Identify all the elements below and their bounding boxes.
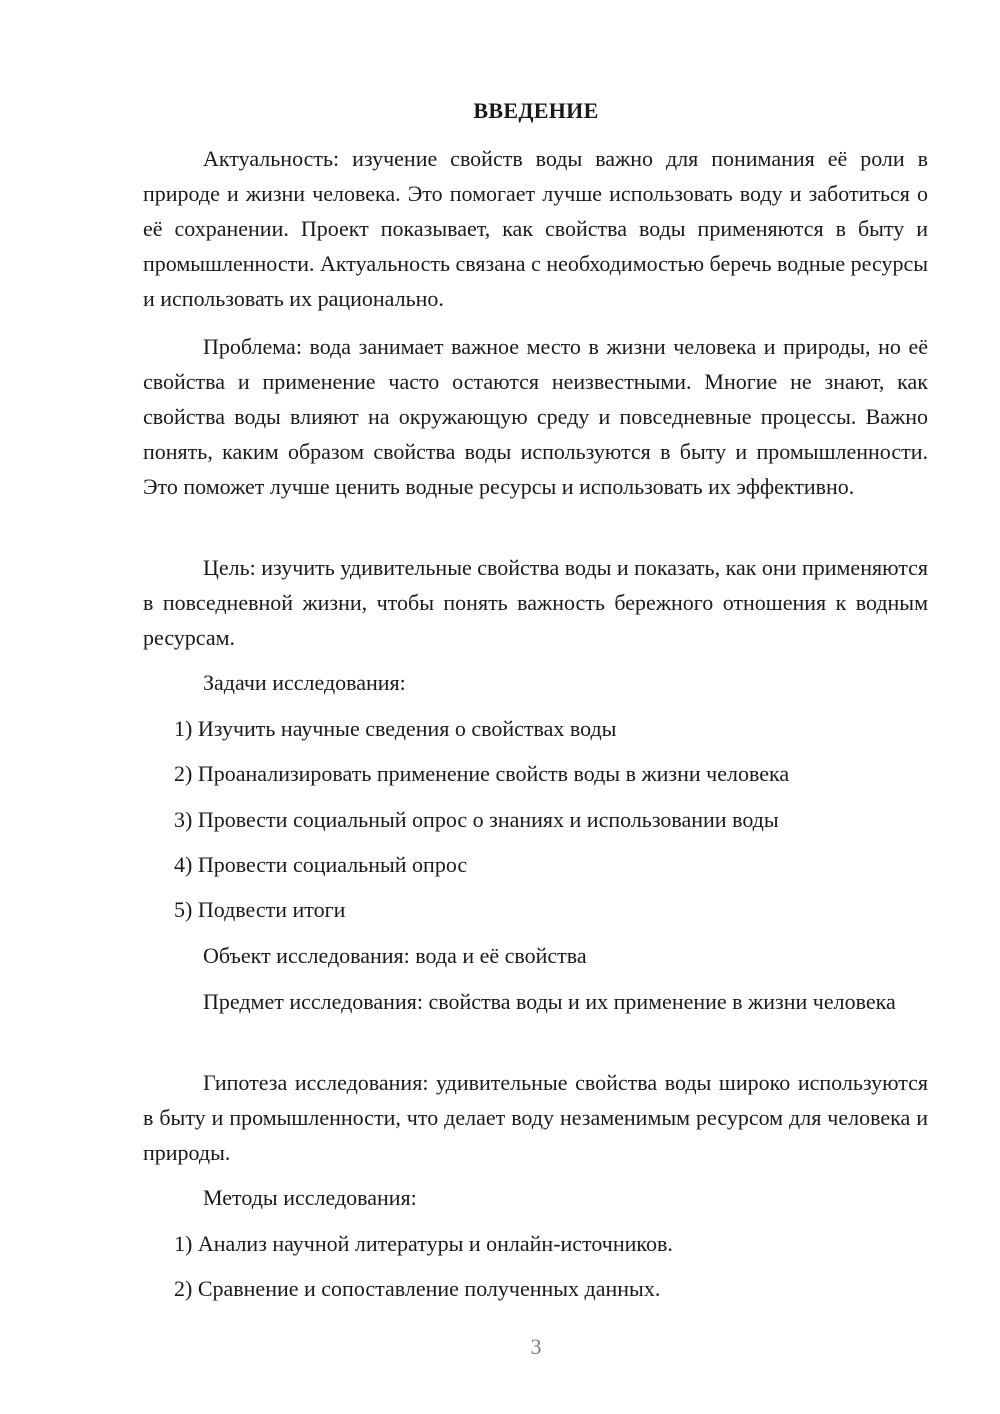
task-item-4: 4) Провести социальный опрос <box>174 852 468 877</box>
method-item-1: 1) Анализ научной литературы и онлайн-источников. <box>174 1231 673 1256</box>
problem-paragraph: Проблема: вода занимает важное место в жизни человека и природы, но её свойства и применение часто остаются неизвестными. Многие не знают, как свойства воды влияют на окружающую среду и повседневные процессы. Важно понять, каким образом свойства воды используются в быту и промышленности. Это поможет лучше ценить водные ресурсы и использовать их эффективно. <box>143 334 928 499</box>
page-number: 3 <box>530 1334 542 1359</box>
task-item-5: 5) Подвести итоги <box>174 897 346 922</box>
methods-title: Методы исследования: <box>203 1185 417 1210</box>
goal-paragraph: Цель: изучить удивительные свойства воды и показать, как они применяются в повседневной жизни, чтобы понять важность бережного отношения к водным ресурсам. <box>143 555 928 650</box>
object-line: Объект исследования: вода и её свойства <box>203 943 587 968</box>
subject-paragraph: Предмет исследования: свойства воды и их применение в жизни человека <box>203 989 896 1014</box>
hypothesis-paragraph: Гипотеза исследования: удивительные свойства воды широко используются в быту и промышленности, что делает воду незаменимым ресурсом для человека и природы. <box>143 1070 928 1165</box>
method-item-2: 2) Сравнение и сопоставление полученных данных. <box>174 1276 661 1301</box>
task-item-3: 3) Провести социальный опрос о знаниях и использовании воды <box>174 807 779 832</box>
task-item-2: 2) Проанализировать применение свойств воды в жизни человека <box>174 761 790 786</box>
task-item-1: 1) Изучить научные сведения о свойствах воды <box>174 716 617 741</box>
tasks-title: Задачи исследования: <box>203 670 406 695</box>
section-heading: ВВЕДЕНИЕ <box>473 98 599 123</box>
relevance-paragraph: Актуальность: изучение свойств воды важно для понимания её роли в природе и жизни человека. Это помогает лучше использовать воду и заботиться о её сохранении. Проект показывает, как свойства воды применяются в быту и промышленности. Актуальность связана с необходимостью беречь водные ресурсы и использовать их рационально. <box>143 146 928 311</box>
